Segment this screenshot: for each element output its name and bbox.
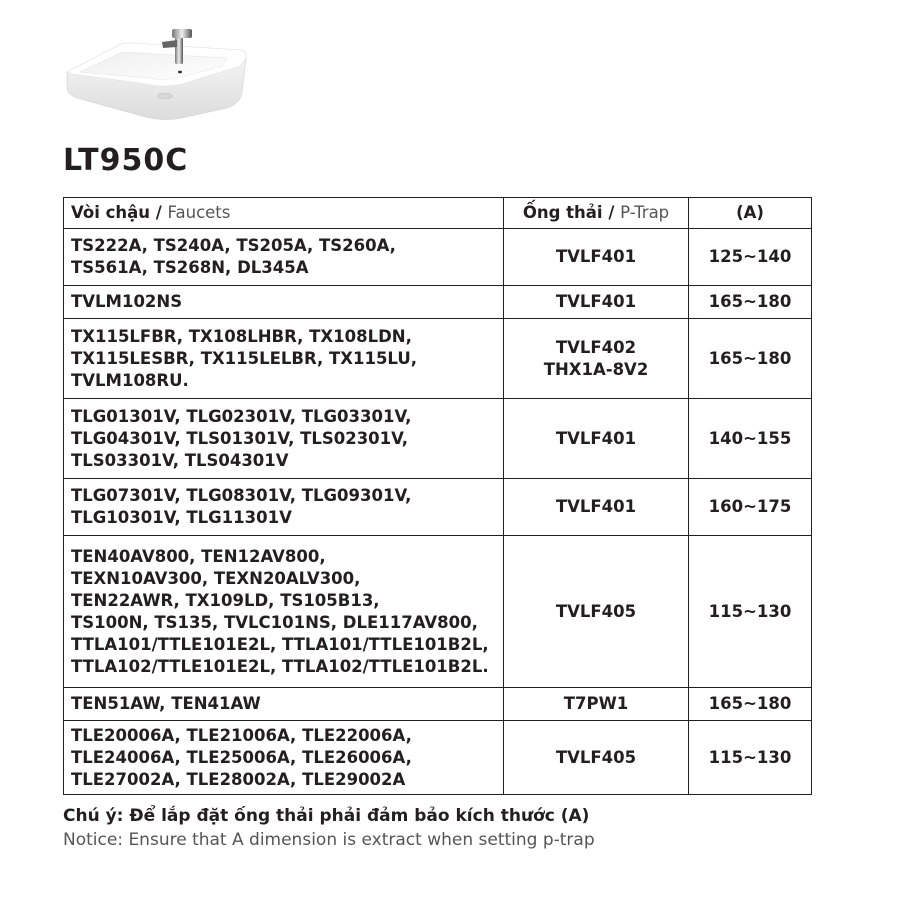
table-row — [64, 399, 812, 479]
faucet-models-line: TS222A, TS240A, TS205A, TS260A, — [71, 236, 396, 255]
cell-ptrap — [504, 399, 689, 479]
faucet-models-line: TX115LESBR, TX115LELBR, TX115LU, — [71, 348, 418, 368]
ptrap-model: TVLF405 — [555, 601, 637, 621]
faucet-models-line: TTLA101/TTLE101E2L, TTLA101/TTLE101B2L, — [71, 634, 489, 654]
faucet-models-line: TLE24006A, TLE25006A, TLE26006A, — [71, 747, 412, 767]
header-ptrap-vi: Ống thải — [522, 203, 603, 222]
table-body — [64, 229, 812, 795]
ptrap-model: TVLF401 — [555, 428, 637, 448]
faucet-models-line: TLG04301V, TLS01301V, TLS02301V, — [71, 428, 409, 448]
table-row — [64, 229, 812, 286]
cell-ptrap — [504, 536, 689, 688]
cell-dimension: 160~175 — [689, 479, 812, 536]
header-ptrap-en: P-Trap — [620, 203, 670, 222]
cell-ptrap — [504, 319, 689, 399]
product-image-washbasin — [62, 12, 252, 122]
header-dimension-label: (A) — [736, 203, 764, 222]
cell-faucets — [64, 399, 504, 479]
ptrap-model: TVLF401 — [555, 292, 637, 311]
header-faucets — [64, 198, 504, 229]
table-row — [64, 536, 812, 688]
ptrap-model: T7PW1 — [563, 694, 629, 713]
faucet-models-line: TEXN10AV300, TEXN20ALV300, — [71, 568, 361, 588]
faucet-models-line: TS561A, TS268N, DL345A — [71, 258, 309, 277]
table-row — [64, 286, 812, 319]
cell-dimension: 115~130 — [689, 721, 812, 795]
cell-dimension: 165~180 — [689, 319, 812, 399]
table-row — [64, 319, 812, 399]
cell-faucets — [64, 229, 504, 286]
cell-ptrap — [504, 479, 689, 536]
cell-dimension: 165~180 — [689, 688, 812, 721]
cell-dimension: 115~130 — [689, 536, 812, 688]
table-row — [64, 688, 812, 721]
header-faucets-en: Faucets — [167, 203, 231, 222]
header-separator: / — [602, 203, 621, 222]
note-vietnamese: Chú ý: Để lắp đặt ống thải phải đảm bảo kích thước (A) — [63, 806, 590, 826]
faucet-models-line: TLE27002A, TLE28002A, TLE29002A — [71, 769, 406, 789]
faucet-models-line: TX115LFBR, TX108LHBR, TX108LDN, — [71, 326, 412, 346]
ptrap-compatibility-table — [63, 197, 812, 795]
ptrap-model: TVLF402 — [555, 337, 637, 357]
installation-note — [63, 804, 595, 852]
product-title: LT950C — [63, 143, 189, 178]
table-row — [64, 721, 812, 795]
table-header-row — [64, 198, 812, 229]
faucet-models-line: TEN40AV800, TEN12AV800, — [71, 546, 326, 566]
cell-ptrap — [504, 229, 689, 286]
cell-ptrap — [504, 721, 689, 795]
header-faucets-vi: Vòi chậu — [71, 203, 151, 222]
ptrap-model: TVLF401 — [555, 497, 637, 516]
cell-dimension: 165~180 — [689, 286, 812, 319]
table-row — [64, 479, 812, 536]
faucet-models-line: TLG01301V, TLG02301V, TLG03301V, — [71, 406, 412, 426]
header-ptrap — [504, 198, 689, 229]
faucet-models-line: TLE20006A, TLE21006A, TLE22006A, — [71, 725, 412, 745]
cell-faucets — [64, 536, 504, 688]
faucet-models-line: TLG07301V, TLG08301V, TLG09301V, — [71, 486, 412, 505]
cell-dimension: 125~140 — [689, 229, 812, 286]
faucet-models-line: TEN51AW, TEN41AW — [71, 694, 261, 713]
faucet-models-line: TTLA102/TTLE101E2L, TTLA102/TTLE101B2L. — [71, 656, 489, 676]
cell-ptrap — [504, 688, 689, 721]
header-dimension — [689, 198, 812, 229]
ptrap-model: THX1A-8V2 — [543, 359, 649, 379]
faucet-models-line: TEN22AWR, TX109LD, TS105B13, — [71, 590, 380, 610]
note-english: Notice: Ensure that A dimension is extract when setting p-trap — [63, 830, 595, 850]
ptrap-model: TVLF401 — [555, 247, 637, 266]
faucet-models-line: TS100N, TS135, TVLC101NS, DLE117AV800, — [71, 612, 478, 632]
header-separator: / — [150, 203, 168, 222]
cell-faucets — [64, 286, 504, 319]
faucet-models-line: TVLM108RU. — [71, 370, 189, 390]
ptrap-model: TVLF405 — [555, 747, 637, 767]
cell-ptrap — [504, 286, 689, 319]
faucet-models-line: TLG10301V, TLG11301V — [71, 508, 292, 527]
faucet-models-line: TLS03301V, TLS04301V — [71, 450, 289, 470]
cell-faucets — [64, 688, 504, 721]
cell-faucets — [64, 479, 504, 536]
cell-faucets — [64, 721, 504, 795]
cell-dimension: 140~155 — [689, 399, 812, 479]
faucet-models-line: TVLM102NS — [71, 292, 183, 311]
cell-faucets — [64, 319, 504, 399]
